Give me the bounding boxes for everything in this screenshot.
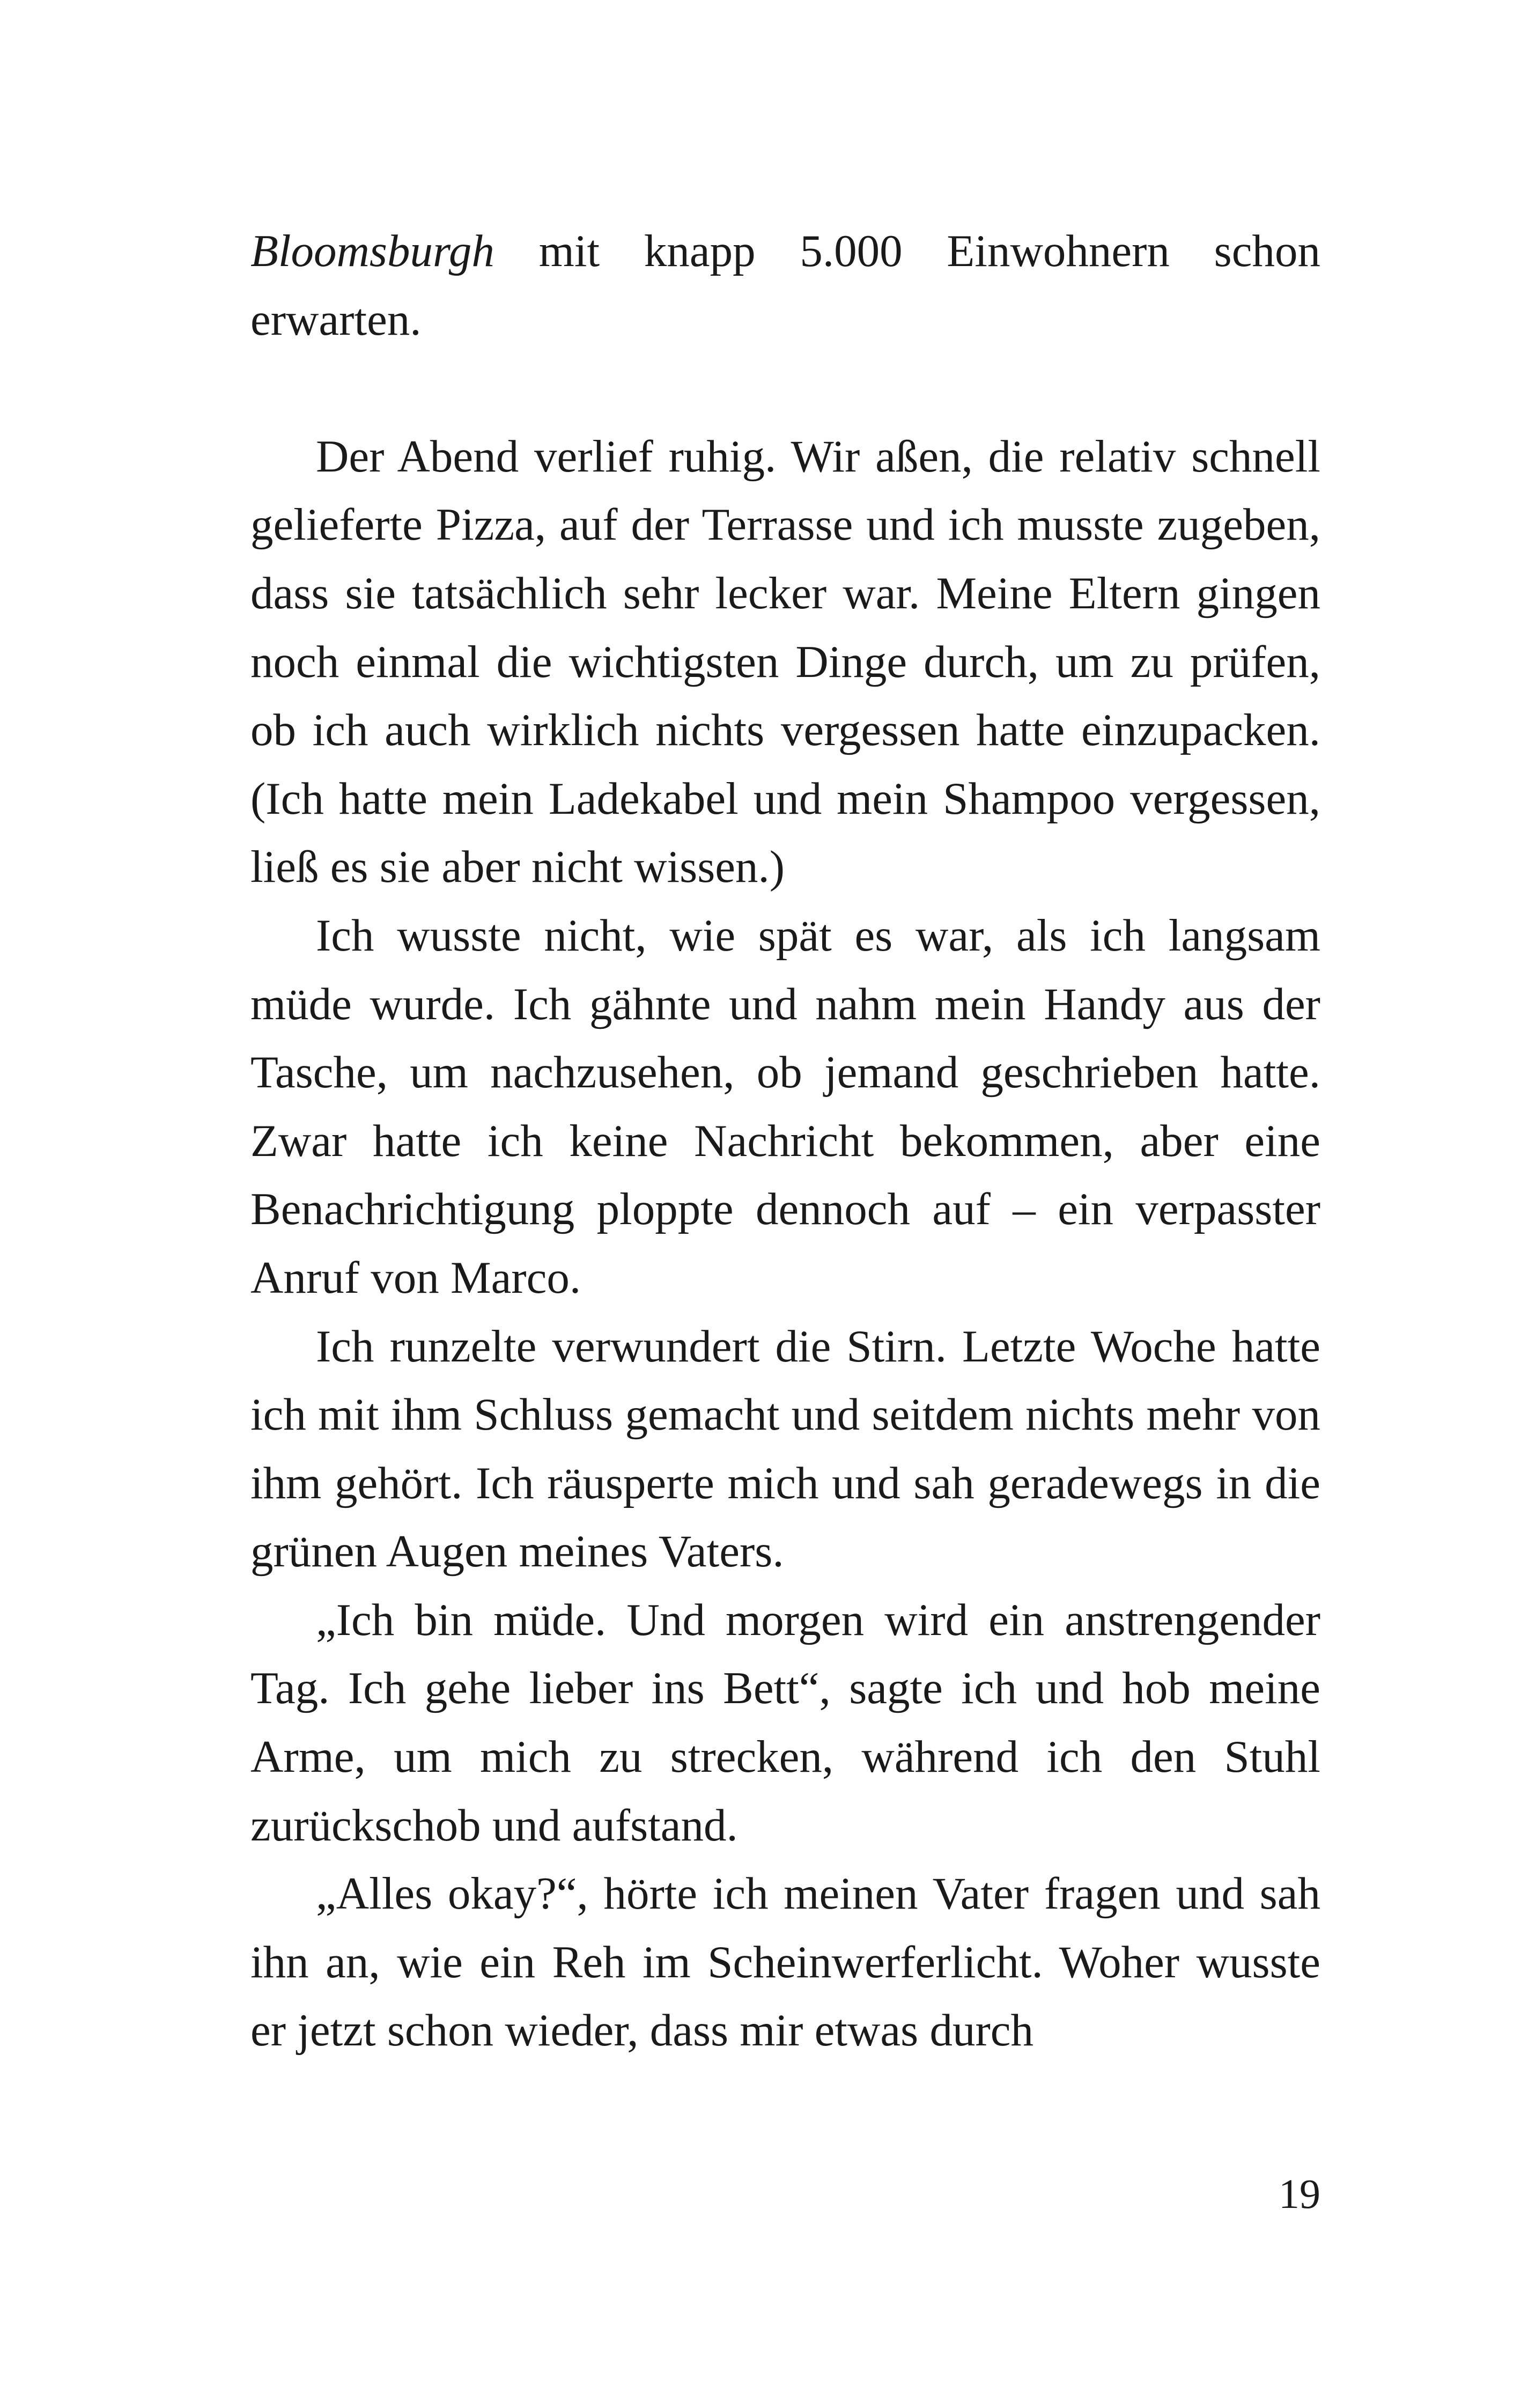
body-text (250, 217, 1320, 2065)
paragraph-5: „Alles okay?“, hörte ich meinen Vater fragen und sah ihn an, wie ein Reh im Scheinwerferlicht. Woher wusste er jetzt schon wieder, dass mir etwas durch (250, 1868, 1320, 2056)
paragraph-2: Ich wusste nicht, wie spät es war, als ich langsam müde wurde. Ich gähnte und nahm mein Handy aus der Tasche, um nachzusehen, ob jemand geschrieben hatte. Zwar hatte ich keine Nachricht bekommen, aber eine Benachrichtigung ploppte dennoch auf – ein verpasster Anruf von Marco. (250, 910, 1320, 1303)
opening-paragraph (250, 217, 1320, 354)
paragraph-1: Der Abend verlief ruhig. Wir aßen, die relativ schnell gelieferte Pizza, auf der Terrasse und ich musste zugeben, dass sie tatsächlich sehr lecker war. Meine Eltern gingen noch einmal die wichtigsten Dinge durch, um zu prüfen, ob ich auch wirklich nichts vergessen hatte einzupacken. (Ich hatte mein Ladekabel und mein Shampoo vergessen, ließ es sie aber nicht wissen.) (250, 431, 1320, 893)
italic-place-name: Bloomsburgh (250, 226, 494, 276)
paragraph-3: Ich runzelte verwundert die Stirn. Letzte Woche hatte ich mit ihm Schluss gemacht und seitdem nichts mehr von ihm gehört. Ich räusperte mich und sah geradewegs in die grünen Augen meines Vaters. (250, 1321, 1320, 1577)
page-number: 19 (1279, 2170, 1320, 2217)
opening-paragraph-text: mit knapp 5.000 Einwohnern schon erwarten. (250, 226, 1320, 345)
paragraph-4: „Ich bin müde. Und morgen wird ein anstrengender Tag. Ich gehe lieber ins Bett“, sagte ich und hob meine Arme, um mich zu strecken, während ich den Stuhl zurückschob und aufstand. (250, 1594, 1320, 1851)
